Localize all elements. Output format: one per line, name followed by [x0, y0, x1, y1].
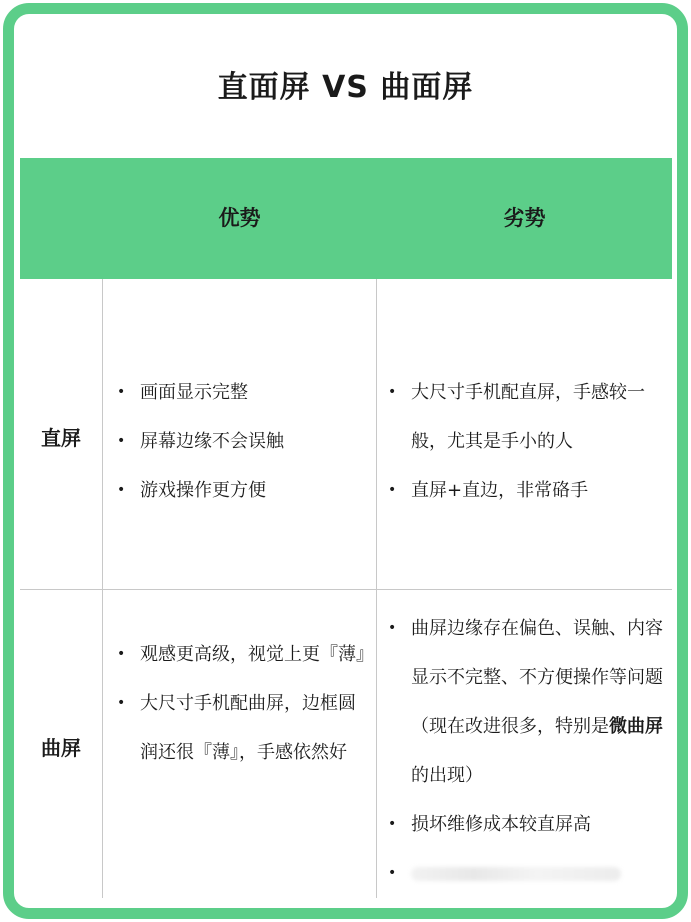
- list-item: • 屏幕边缘不会误触: [117, 431, 284, 452]
- list-item: • 大尺寸手机配直屏，手感较一般，尤其是手小的人: [388, 382, 645, 452]
- row-label-flat-screen: 直屏: [41, 426, 81, 450]
- curved-screen-disadvantages-list: [379, 604, 669, 898]
- page-title: 直面屏 VS 曲面屏: [217, 70, 474, 105]
- list-item: • 画面显示完整: [117, 382, 248, 403]
- grid-line: [20, 589, 672, 590]
- flat-screen-advantages-list: [108, 368, 370, 515]
- row-label-curved-screen: 曲屏: [41, 736, 81, 760]
- column-header-advantages: 优势: [218, 206, 261, 230]
- list-item: • 大尺寸手机配曲屏，边框圆润还很『薄』，手感依然好: [117, 693, 356, 763]
- list-item: • 观感更高级，视觉上更『薄』: [117, 644, 374, 665]
- list-item: •: [379, 849, 669, 898]
- obscured-text: [411, 867, 621, 881]
- list-item: • 直屏+直边，非常硌手: [388, 480, 589, 501]
- list-item: • 曲屏边缘存在偏色、误触、内容显示不完整、不方便操作等问题（现在改进很多，特别是微曲屏的出现）: [388, 618, 663, 786]
- list-item: • 损坏维修成本较直屏高: [388, 814, 591, 835]
- column-header-disadvantages: 劣势: [503, 206, 546, 230]
- flat-screen-disadvantages-list: [379, 368, 661, 515]
- curved-screen-advantages-list: [108, 630, 374, 777]
- highlight-text: 微曲屏: [609, 716, 663, 737]
- list-item: • 游戏操作更方便: [117, 480, 266, 501]
